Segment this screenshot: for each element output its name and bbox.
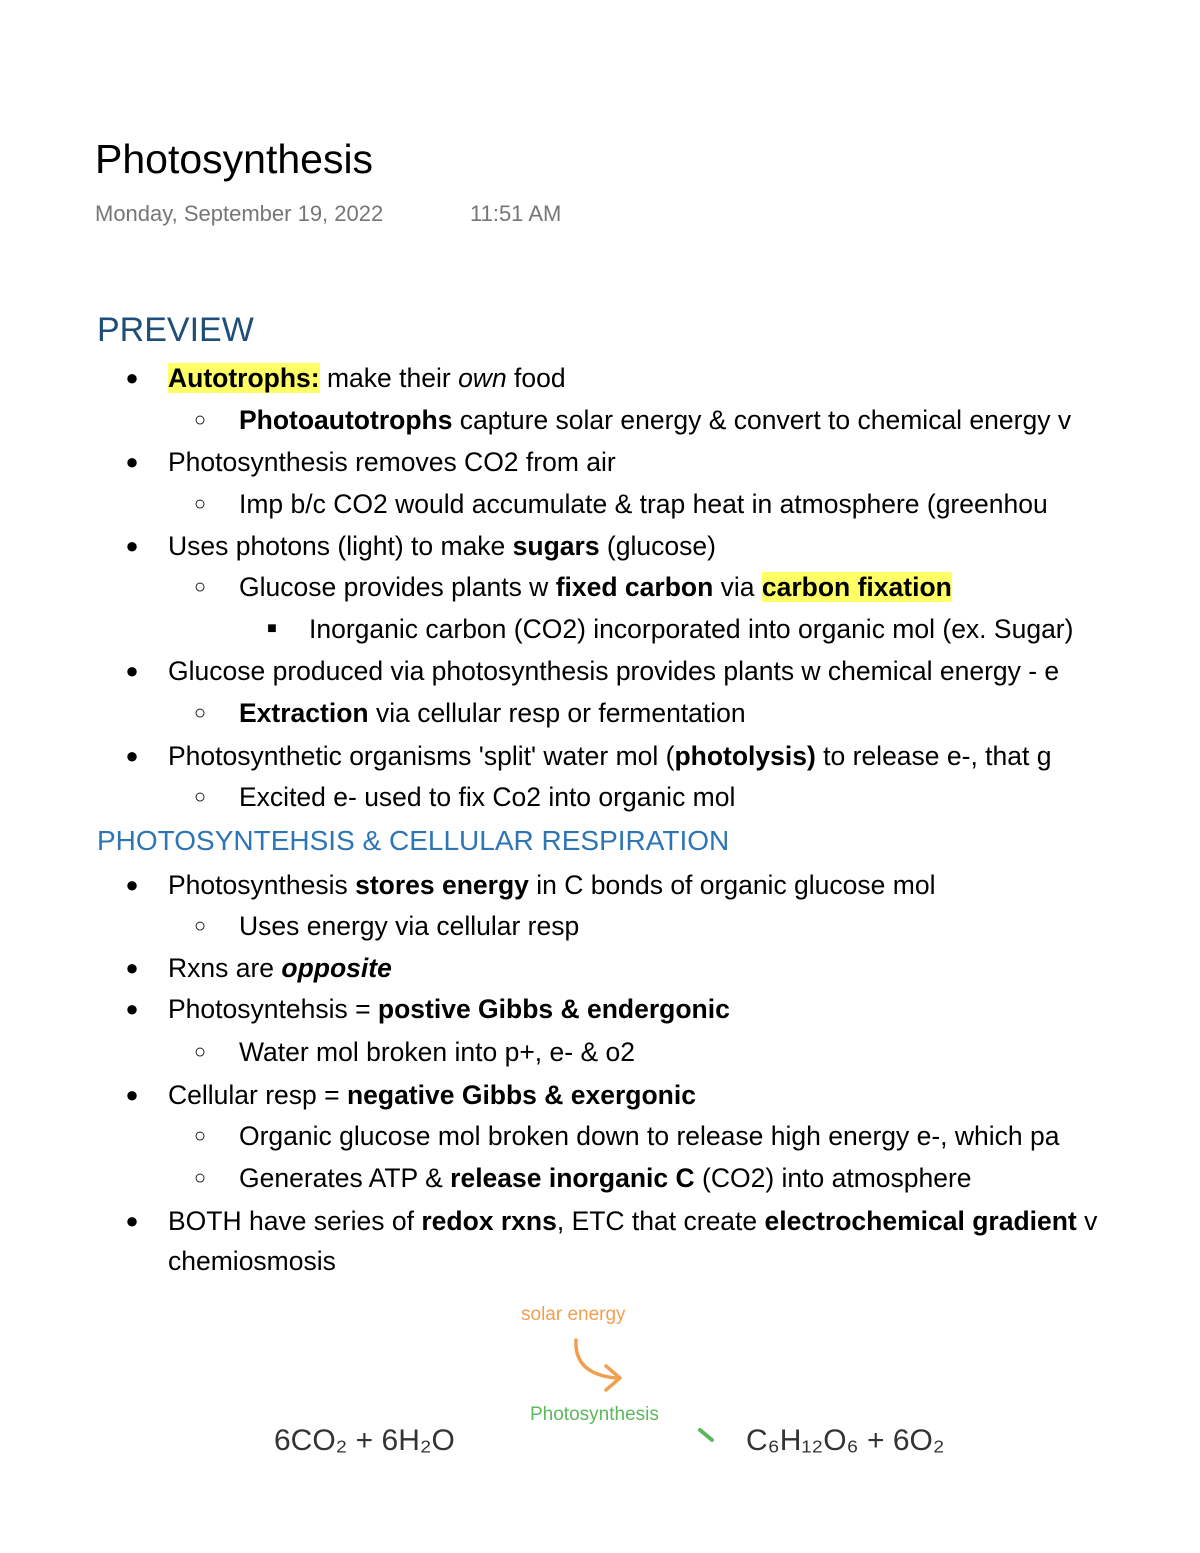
- bullet-icon: ○: [193, 702, 207, 724]
- bullet-icon: ●: [125, 533, 139, 558]
- bullet-icon: ●: [125, 872, 139, 897]
- list-item: [0, 609, 1200, 649]
- list-item-text: Water mol broken into p+, e- & o2: [239, 1037, 635, 1067]
- equation-crop: [270, 1410, 970, 1457]
- list-item: [0, 1075, 1200, 1115]
- bullet-icon: ■: [267, 620, 277, 637]
- list-item-text: Glucose produced via photosynthesis provides plants w chemical energy - e: [168, 656, 1060, 686]
- list-item-text: Inorganic carbon (CO2) incorporated into organic mol (ex. Sugar): [309, 614, 1074, 644]
- bullet-icon: ○: [193, 1167, 207, 1189]
- bullet-icon: ●: [125, 365, 139, 390]
- list-item: [0, 736, 1200, 776]
- list-item-text: chemiosmosis: [168, 1246, 336, 1276]
- list-item-text: Photosynthetic organisms 'split' water mol (photolysis) to release e-, that g: [168, 741, 1052, 771]
- bullet-icon: ●: [125, 955, 139, 980]
- arrow-head-icon: [698, 1428, 718, 1442]
- list-item: [0, 526, 1200, 566]
- bullet-icon: ●: [125, 996, 139, 1021]
- list-item: [0, 1116, 1200, 1156]
- list-item: [0, 1201, 1200, 1241]
- list-item-text: Uses photons (light) to make sugars (glucose): [168, 531, 716, 561]
- list-item-text: Extraction via cellular resp or fermentation: [239, 698, 746, 728]
- list-item: [0, 1032, 1200, 1072]
- list-item-text: Photosyntehsis = postive Gibbs & endergonic: [168, 994, 730, 1024]
- equation-products: C₆H₁₂O₆ + 6O₂: [746, 1424, 945, 1457]
- bullet-icon: ○: [193, 786, 207, 808]
- list-item-text: Imp b/c CO2 would accumulate & trap heat in atmosphere (greenhou: [239, 489, 1048, 519]
- list-item: [0, 567, 1200, 607]
- list-item-text: Rxns are opposite: [168, 953, 392, 983]
- list-item: [0, 865, 1200, 905]
- bullet-icon: ○: [193, 576, 207, 598]
- list-item-text: Glucose provides plants w fixed carbon via carbon fixation: [239, 572, 952, 602]
- bullet-icon: ●: [125, 1208, 139, 1233]
- bullet-icon: ●: [125, 1082, 139, 1107]
- list-item-text: BOTH have series of redox rxns, ETC that create electrochemical gradient v: [168, 1206, 1098, 1236]
- photosynthesis-label: Photosynthesis: [530, 1404, 659, 1425]
- list-item: [0, 651, 1200, 691]
- bullet-icon: ○: [193, 915, 207, 937]
- list-item-text: Uses energy via cellular resp: [239, 911, 580, 941]
- list-item-text: Photoautotrophs capture solar energy & convert to chemical energy v: [239, 405, 1072, 435]
- list-item: [0, 948, 1200, 988]
- list-item: [0, 989, 1200, 1029]
- list-item-text: Organic glucose mol broken down to release high energy e-, which pa: [239, 1121, 1060, 1151]
- list-item-text: Autotrophs: make their own food: [168, 363, 566, 393]
- list-item: [0, 693, 1200, 733]
- note-date: Monday, September 19, 2022: [95, 201, 384, 226]
- list-item-text: Cellular resp = negative Gibbs & exergonic: [168, 1080, 696, 1110]
- bullet-icon: ○: [193, 1125, 207, 1147]
- equation-reactants: 6CO₂ + 6H₂O: [274, 1424, 455, 1457]
- list-item-text: Generates ATP & release inorganic C (CO2) into atmosphere: [239, 1163, 972, 1193]
- solar-energy-label: solar energy: [521, 1304, 626, 1325]
- curved-arrow-icon: [566, 1336, 632, 1396]
- bullet-icon: ○: [193, 409, 207, 431]
- bullet-icon: ●: [125, 743, 139, 768]
- list-item: [0, 777, 1200, 817]
- list-item: [0, 358, 1200, 398]
- list-item: [0, 484, 1200, 524]
- psr-heading: PHOTOSYNTEHSIS & CELLULAR RESPIRATION: [97, 825, 730, 856]
- list-item-text: Photosynthesis removes CO2 from air: [168, 447, 616, 477]
- bullet-icon: ●: [125, 449, 139, 474]
- list-item-text: Photosynthesis stores energy in C bonds of organic glucose mol: [168, 870, 936, 900]
- list-item: [0, 1158, 1200, 1198]
- note-time: 11:51 AM: [470, 201, 562, 226]
- list-item-text: Excited e- used to fix Co2 into organic mol: [239, 782, 736, 812]
- list-item: [0, 906, 1200, 946]
- bullet-icon: ○: [193, 1041, 207, 1063]
- list-item: [0, 442, 1200, 482]
- bullet-icon: ●: [125, 658, 139, 683]
- bullet-icon: ○: [193, 493, 207, 515]
- page-title: Photosynthesis: [95, 136, 374, 182]
- list-item-continuation: [0, 1241, 1200, 1281]
- preview-heading: PREVIEW: [97, 311, 254, 349]
- list-item: [0, 400, 1200, 440]
